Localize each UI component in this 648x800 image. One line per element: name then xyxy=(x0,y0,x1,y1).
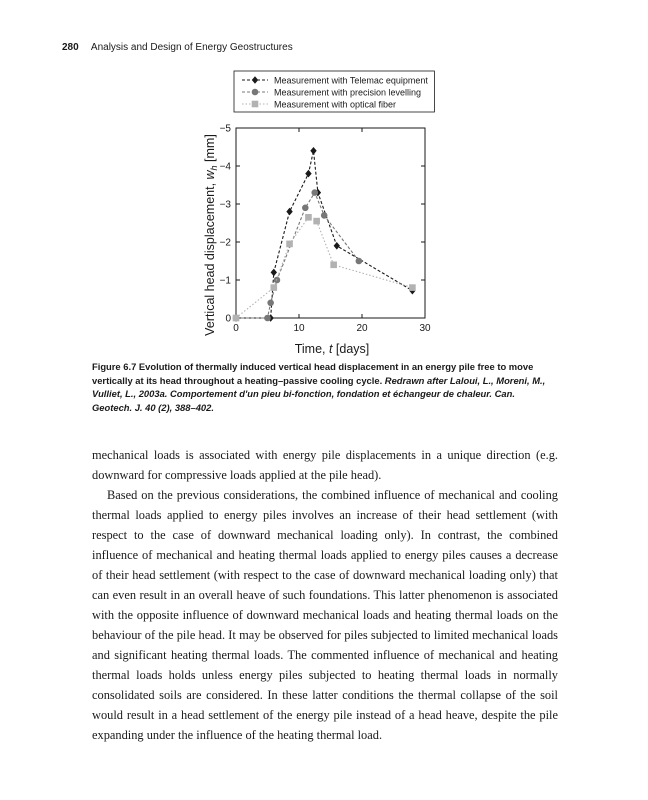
series-line xyxy=(236,193,359,318)
y-tick-label: −1 xyxy=(219,275,231,287)
chart xyxy=(180,70,450,360)
data-point xyxy=(302,205,309,212)
legend-label: Measurement with precision levelling xyxy=(274,87,422,98)
chart-legend xyxy=(234,71,434,112)
series-line xyxy=(236,217,412,318)
data-point xyxy=(334,242,340,250)
legend-label: Measurement with optical fiber xyxy=(274,99,397,110)
x-tick-label: 10 xyxy=(293,323,305,334)
caption-source: Redrawn after Laloui, L., Moreni, M., Vulliet, L., 2003a. Comportement d'un pieu bi-fonction, fondation et échangeur de chaleur. Can. Geotech. J. 40 (2), 388–402. xyxy=(92,374,546,413)
series-square xyxy=(233,214,416,321)
data-point xyxy=(311,189,318,196)
data-point xyxy=(313,218,320,225)
y-tick-label: −4 xyxy=(219,161,231,173)
body-text xyxy=(92,445,558,745)
y-tick-label: −5 xyxy=(219,123,231,135)
paragraph-1: mechanical loads is associated with energy pile displacements in a unique direction (e.g. downward for compressive loads applied at the pile head). xyxy=(92,448,558,482)
data-point xyxy=(321,212,328,219)
data-point xyxy=(286,241,293,248)
data-point xyxy=(271,284,278,291)
caption-label: Figure 6.7 xyxy=(92,361,137,372)
data-point xyxy=(356,258,363,265)
legend-marker xyxy=(252,76,258,84)
running-title: Analysis and Design of Energy Geostructures xyxy=(90,42,293,53)
caption-title: Evolution of thermally induced vertical head displacement in an energy pile free to move vertically at its head throughout a heating–passive cooling cycle. xyxy=(92,361,534,386)
data-point xyxy=(233,315,240,322)
x-tick-label: 30 xyxy=(419,323,431,334)
series-line xyxy=(236,151,412,318)
data-point xyxy=(305,214,312,221)
y-tick-label: −2 xyxy=(219,237,231,249)
data-point xyxy=(310,147,316,155)
legend-marker xyxy=(252,89,259,96)
plot-area xyxy=(220,124,431,335)
data-point xyxy=(271,269,277,277)
legend-marker xyxy=(252,101,259,108)
legend-label: Measurement with Telemac equipment xyxy=(274,75,428,86)
data-point xyxy=(286,208,292,216)
data-point xyxy=(330,262,337,269)
y-axis-label: Vertical head displacement, $w_h$ [mm] xyxy=(203,134,219,336)
data-point xyxy=(264,315,271,322)
series-diamond xyxy=(233,147,416,322)
page-number: 280 xyxy=(62,42,79,53)
x-tick-label: 20 xyxy=(356,323,368,334)
data-point xyxy=(305,170,311,178)
series-circle xyxy=(233,189,362,321)
data-point xyxy=(409,284,416,291)
page-header xyxy=(62,42,293,53)
data-point xyxy=(267,300,274,307)
paragraph-2: Based on the previous considerations, the combined influence of mechanical and cooling thermal loads applied to energy piles involves an increase of their head settlement (with respect to the case of downward mechanical loading only). In contrast, the combined influence of mechanical and heating thermal loads applied to energy piles causes a decrease of their head settlement (with respect to the case of downward mechanical loading only) that can even result in an overall heave of such foundations. This latter phenomenon is associated with the opposite influence of downward mechanical loads and heating thermal loads on the behaviour of the pile head. It may be observed for piles subjected to limited mechanical loads and significant heating thermal loads. The commented influence of mechanical and heating thermal loads holds unless energy piles subjected to heating thermal loads in normally consolidated soils are considered. In these latter conditions the thermal collapse of the soil would result in a head settlement of the energy pile instead of a head heave, despite the pile expanding under the influence of the heating thermal load. xyxy=(92,488,558,742)
y-tick-label: −3 xyxy=(219,199,231,211)
figure-caption xyxy=(92,360,552,414)
y-tick-label: 0 xyxy=(225,313,231,325)
x-tick-label: 0 xyxy=(233,323,239,334)
x-axis-label: Time, t [days] xyxy=(294,342,370,356)
figure-6-7 xyxy=(180,70,450,370)
